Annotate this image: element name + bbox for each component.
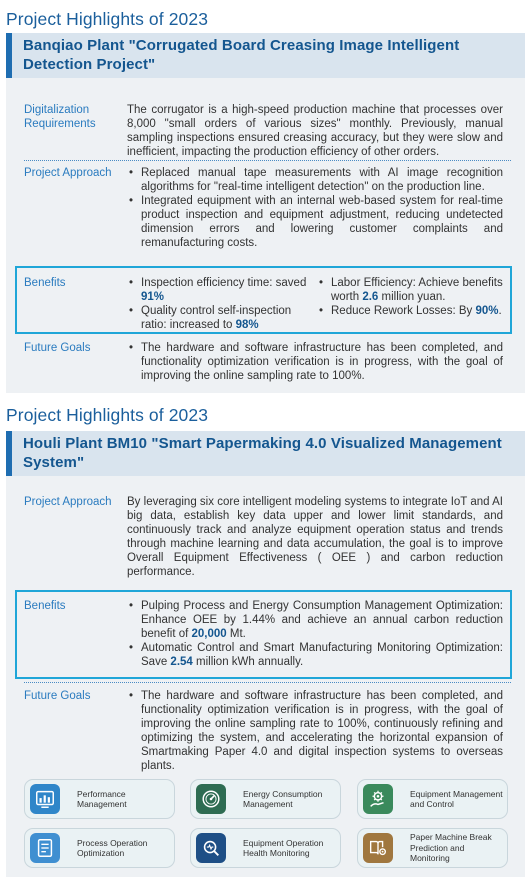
text-approach-2: By leveraging six core intelligent modeling systems to integrate IoT and AI big data, establish key data upper and lower limit standards, and continuously track and analyze equipment operation status and trends through machine learning and data accumulation, the goal is to improve Overall Equipment Effectiveness ( OEE ) and carbon reduction performance.: [127, 496, 503, 578]
label-benefits-2: Benefits: [24, 600, 66, 612]
list-item: • Quality control self-inspection ratio: increased to 98%: [127, 304, 307, 332]
book-gear-icon: [363, 833, 393, 863]
system-label: Equipment Management and Control: [410, 788, 503, 809]
list-item: • The hardware and software infrastructure has been completed, and functionality optimization verification is in progress, with the goal of improving the online sampling rate to 100%, continuously refining and optimizing the system, and accelerating the horizontal expansion of Smartmaking Paper 4.0 and digital inspection systems to overseas plants.: [127, 689, 503, 773]
dotted-divider-1: [24, 160, 511, 161]
system-performance-management: [24, 779, 175, 819]
dotted-divider-2: [24, 682, 511, 683]
section-title-1: Project Highlights of 2023: [6, 9, 209, 29]
approach-list-1: [127, 166, 503, 250]
system-equipment-management: [357, 779, 508, 819]
label-benefits-1: Benefits: [24, 277, 66, 289]
list-item: • Reduce Rework Losses: By 90%.: [317, 304, 507, 318]
project-heading-2: Houli Plant BM10 "Smart Papermaking 4.0 Visualized Management System": [23, 435, 502, 471]
list-item: • Replaced manual tape measurements with AI image recognition algorithms for "real-time intelligent detection" on the production line.: [127, 166, 503, 194]
gauge-icon: [196, 784, 226, 814]
goals-list-1: [127, 341, 503, 383]
list-item: • Integrated equipment with an internal web-based system for real-time product inspection and equipment adjustment, reducing undetected dimension errors and lowering customer complaints and remanufacturing costs.: [127, 194, 503, 250]
project-heading-1: Banqiao Plant "Corrugated Board Creasing Image Intelligent Detection Project": [23, 37, 460, 73]
checklist-icon: [30, 833, 60, 863]
performance-chart-icon: [30, 784, 60, 814]
label-digitalization: Digitalization Requirements: [24, 104, 96, 130]
system-label: Paper Machine Break Prediction and Monitoring: [410, 832, 492, 864]
system-health-monitoring: [190, 828, 341, 868]
gear-hand-icon: [363, 784, 393, 814]
goals-list-2: [127, 689, 503, 773]
list-item: • Inspection efficiency time: saved 91%: [127, 276, 307, 304]
label-goals-1: Future Goals: [24, 342, 91, 354]
system-label: Performance Management: [77, 788, 127, 809]
system-label: Energy Consumption Management: [243, 788, 323, 809]
section-title-2: Project Highlights of 2023: [6, 405, 209, 425]
text-digitalization: The corrugator is a high-speed production machine that processes over 8,000 "small orders of various sizes" monthly. Previously, manual sampling inspections ensured creasing accuracy, but they were slow and inefficient, impacting the production efficiency of other orders.: [127, 104, 503, 158]
system-break-prediction: [357, 828, 508, 868]
system-label: Equipment Operation Health Monitoring: [243, 837, 324, 858]
list-item: • Pulping Process and Energy Consumption Management Optimization: Enhance OEE by 1.44% and achieve an annual carbon reduction benefit of 20,000 Mt.: [127, 599, 503, 641]
card-heading-2: [6, 431, 525, 476]
list-item: • Automatic Control and Smart Manufacturing Monitoring Optimization: Save 2.54 million kWh annually.: [127, 641, 503, 669]
system-label: Process Operation Optimization: [77, 837, 148, 858]
label-approach-2: Project Approach: [24, 496, 112, 508]
banqiao-card: [6, 33, 525, 393]
system-energy-consumption: [190, 779, 341, 819]
benefits-list-2: [127, 599, 503, 669]
system-process-operation: [24, 828, 175, 868]
label-goals-2: Future Goals: [24, 690, 91, 702]
benefits-columns-1: [127, 276, 507, 332]
card-heading-1: [6, 33, 525, 78]
list-item: • Labor Efficiency: Achieve benefits worth 2.6 million yuan.: [317, 276, 507, 304]
monitor-search-icon: [196, 833, 226, 863]
label-approach-1: Project Approach: [24, 167, 112, 179]
list-item: • The hardware and software infrastructure has been completed, and functionality optimization verification is in progress, with the goal of improving the online sampling rate to 100%.: [127, 341, 503, 383]
